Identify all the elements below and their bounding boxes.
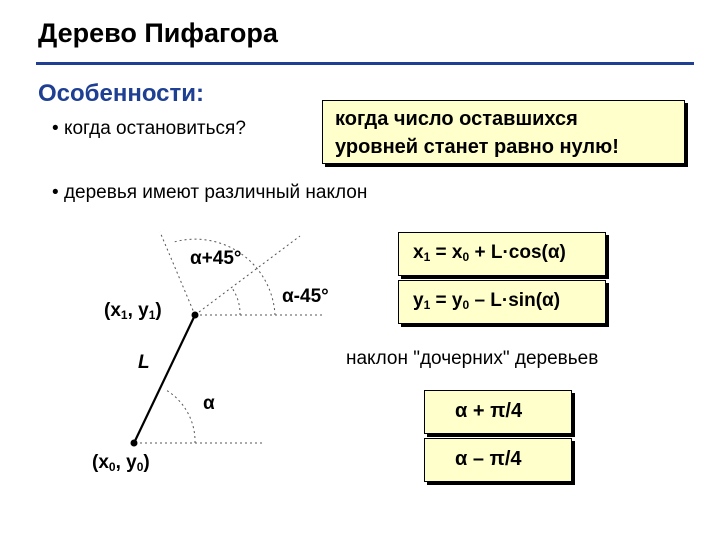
- angle-label-alpha: α: [203, 393, 215, 414]
- length-label: L: [138, 352, 150, 373]
- angle-arc-alpha: [166, 390, 195, 443]
- formula-y: $y_1 = y_0 - L\cdot\sin(\alpha)$: [413, 290, 561, 312]
- bullet-text: когда остановиться?: [63, 118, 246, 139]
- answer-line: когда число оставшихся: [335, 108, 578, 130]
- formula-x: $x_1 = x_0 + L\cdot\cos(\alpha)$: [413, 242, 566, 264]
- section-heading: Особенности:: [38, 80, 205, 107]
- trunk-line: [134, 315, 195, 443]
- bullet-icon: •: [52, 182, 59, 203]
- bullet-icon: •: [52, 118, 59, 139]
- slide-title: Дерево Пифагора: [38, 18, 278, 48]
- point-label-p1: ($x_1$, $y_1$): [104, 300, 162, 322]
- slope-minus: α – π/4: [455, 448, 522, 470]
- slope-plus: α + π/4: [455, 400, 523, 422]
- slope-heading: наклон "дочерних" деревьев: [346, 348, 599, 369]
- point-label-p0: ($x_0$, $y_0$): [92, 452, 150, 474]
- answer-line: уровней станет равно нулю!: [335, 136, 619, 158]
- branch-left-dotted: [160, 232, 195, 315]
- point-p0: [131, 440, 138, 447]
- angle-label-minus: α-45°: [282, 286, 329, 307]
- angle-arc-minus: [232, 288, 240, 315]
- bullet-text: деревья имеют различный наклон: [63, 182, 368, 203]
- point-p1: [192, 312, 199, 319]
- angle-label-plus: α+45°: [190, 248, 242, 269]
